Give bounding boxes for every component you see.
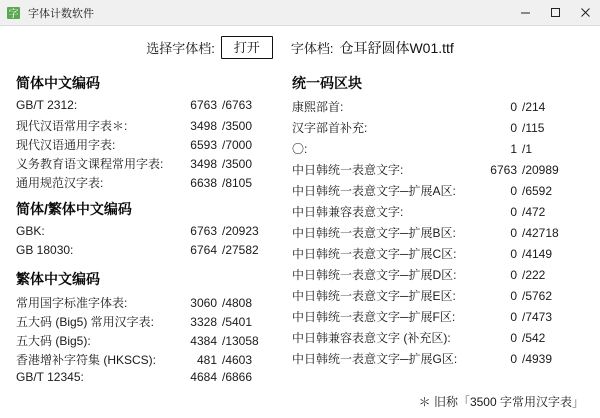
row-count: 6763 [190,224,217,239]
left-column [14,71,284,389]
row-label: 现代汉语通用字表: [16,138,116,153]
row-count: 1 [510,142,517,156]
table-row [290,140,590,161]
close-button[interactable] [570,0,600,26]
table-row [290,203,590,224]
section-title-simp-trad: 简体/繁体中文编码 [16,201,132,218]
row-label: 义务教育语文课程常用字表: [16,157,164,172]
row-label: GBK: [16,224,45,239]
table-row [14,98,284,117]
table-row [290,119,590,140]
table-row [290,287,590,308]
font-file-label: 字体档: [290,41,334,56]
row-count: 4684 [190,369,217,384]
row-label: GB 18030: [16,243,74,258]
row-count: 0 [510,268,517,282]
table-row [14,332,284,351]
table-row [14,136,284,155]
table-row [14,155,284,174]
section-title-simplified: 简体中文编码 [16,75,100,91]
row-total: /4603 [222,352,253,367]
row-label: 五大码 (Big5) 常用汉字表: [16,314,155,329]
right-column [284,71,590,389]
window-controls [510,0,600,26]
row-label: 常用国字标准字体表: [16,295,128,310]
row-label: 〇: [292,142,308,156]
row-label: 中日韩统一表意文字─扩展A区: [292,184,456,198]
row-count: 0 [510,247,517,261]
row-count: 0 [510,352,517,366]
row-total: /4808 [222,295,253,310]
row-count: 0 [510,100,517,114]
row-total: /222 [522,268,546,282]
table-row [14,294,284,313]
table-row [290,224,590,245]
row-count: 3498 [190,119,217,134]
row-label: 中日韩统一表意文字─扩展F区: [292,310,456,324]
row-total: /3500 [222,157,253,172]
table-row [290,245,590,266]
content-area [0,67,600,389]
row-count: 0 [510,121,517,135]
font-counter-icon [6,5,22,21]
row-total: /1 [522,142,533,156]
window-title: 字体计数软件 [28,7,94,20]
row-count: 3498 [190,157,217,172]
row-label: 康熙部首: [292,100,344,114]
row-total: /20989 [522,163,559,177]
row-total: /5762 [522,289,553,303]
row-label: 中日韩统一表意文字: [292,163,404,177]
row-total: /5401 [222,314,253,329]
row-total: /13058 [222,333,259,348]
table-row [14,370,284,389]
row-total: /42718 [522,226,559,240]
row-label: 香港增补字符集 (HKSCS): [16,352,157,367]
table-row [290,350,590,371]
row-count: 0 [510,310,517,324]
row-total: /3500 [222,119,253,134]
row-total: /8105 [222,176,253,191]
row-total: /7473 [522,310,553,324]
row-count: 0 [510,205,517,219]
choose-font-label: 选择字体档: [146,41,215,56]
row-count: 4384 [190,333,217,348]
row-count: 0 [510,289,517,303]
row-label: 中日韩统一表意文字─扩展C区: [292,247,457,261]
row-total: /542 [522,331,546,345]
row-label: GB/T 2312: [16,98,78,112]
row-count: 6763 [190,98,217,112]
section-title-traditional: 繁体中文编码 [16,270,100,287]
title-bar-left [0,5,510,21]
row-total: /472 [522,205,546,219]
row-total: /6866 [222,369,253,384]
row-label: 中日韩兼容表意文字 (补充区): [292,331,451,345]
toolbar [0,26,600,67]
table-row [290,329,590,350]
table-row [14,117,284,136]
row-total: /214 [522,100,546,114]
table-row [290,98,590,119]
table-row [290,182,590,203]
row-total: /6763 [222,98,253,112]
section-title-unicode-blocks: 统一码区块 [292,75,362,91]
table-row [290,308,590,329]
row-count: 6638 [190,176,217,191]
table-row [14,313,284,332]
row-count: 0 [510,331,517,345]
row-label: 中日韩统一表意文字─扩展G区: [292,352,458,366]
row-count: 6764 [190,243,217,258]
table-row [14,174,284,193]
row-total: /4939 [522,352,553,366]
row-label: 汉字部首补充: [292,121,368,135]
svg-text:字: 字 [8,8,19,20]
footnote: ＊ 旧称「3500 字常用汉字表」 [418,395,584,409]
table-row [14,351,284,370]
row-label: 现代汉语常用字表＊: [16,119,128,134]
row-total: /20923 [222,224,259,239]
row-label: 五大码 (Big5): [16,333,91,348]
open-button[interactable]: 打开 [221,36,273,59]
row-label: 中日韩统一表意文字─扩展D区: [292,268,457,282]
row-total: /4149 [522,247,553,261]
row-count: 3060 [190,295,217,310]
row-count: 3328 [190,314,217,329]
row-count: 0 [510,184,517,198]
row-label: 中日韩兼容表意文字: [292,205,404,219]
row-label: 中日韩统一表意文字─扩展B区: [292,226,456,240]
table-row [290,266,590,287]
font-file-name: 仓耳舒圆体W01.ttf [339,39,454,56]
row-total: /115 [522,121,545,135]
minimize-button[interactable] [510,0,540,26]
row-count: 6593 [190,138,217,153]
maximize-button[interactable] [540,0,570,26]
row-label: GB/T 12345: [16,369,84,384]
row-count: 481 [196,352,217,367]
table-row [290,161,590,182]
row-label: 通用规范汉字表: [16,176,104,191]
row-total: /27582 [222,243,259,258]
row-total: /7000 [222,138,253,153]
title-bar [0,0,600,26]
table-row [14,243,284,262]
table-row [14,224,284,243]
row-count: 0 [510,226,517,240]
row-total: /6592 [522,184,553,198]
row-label: 中日韩统一表意文字─扩展E区: [292,289,456,303]
row-count: 6763 [490,163,517,177]
